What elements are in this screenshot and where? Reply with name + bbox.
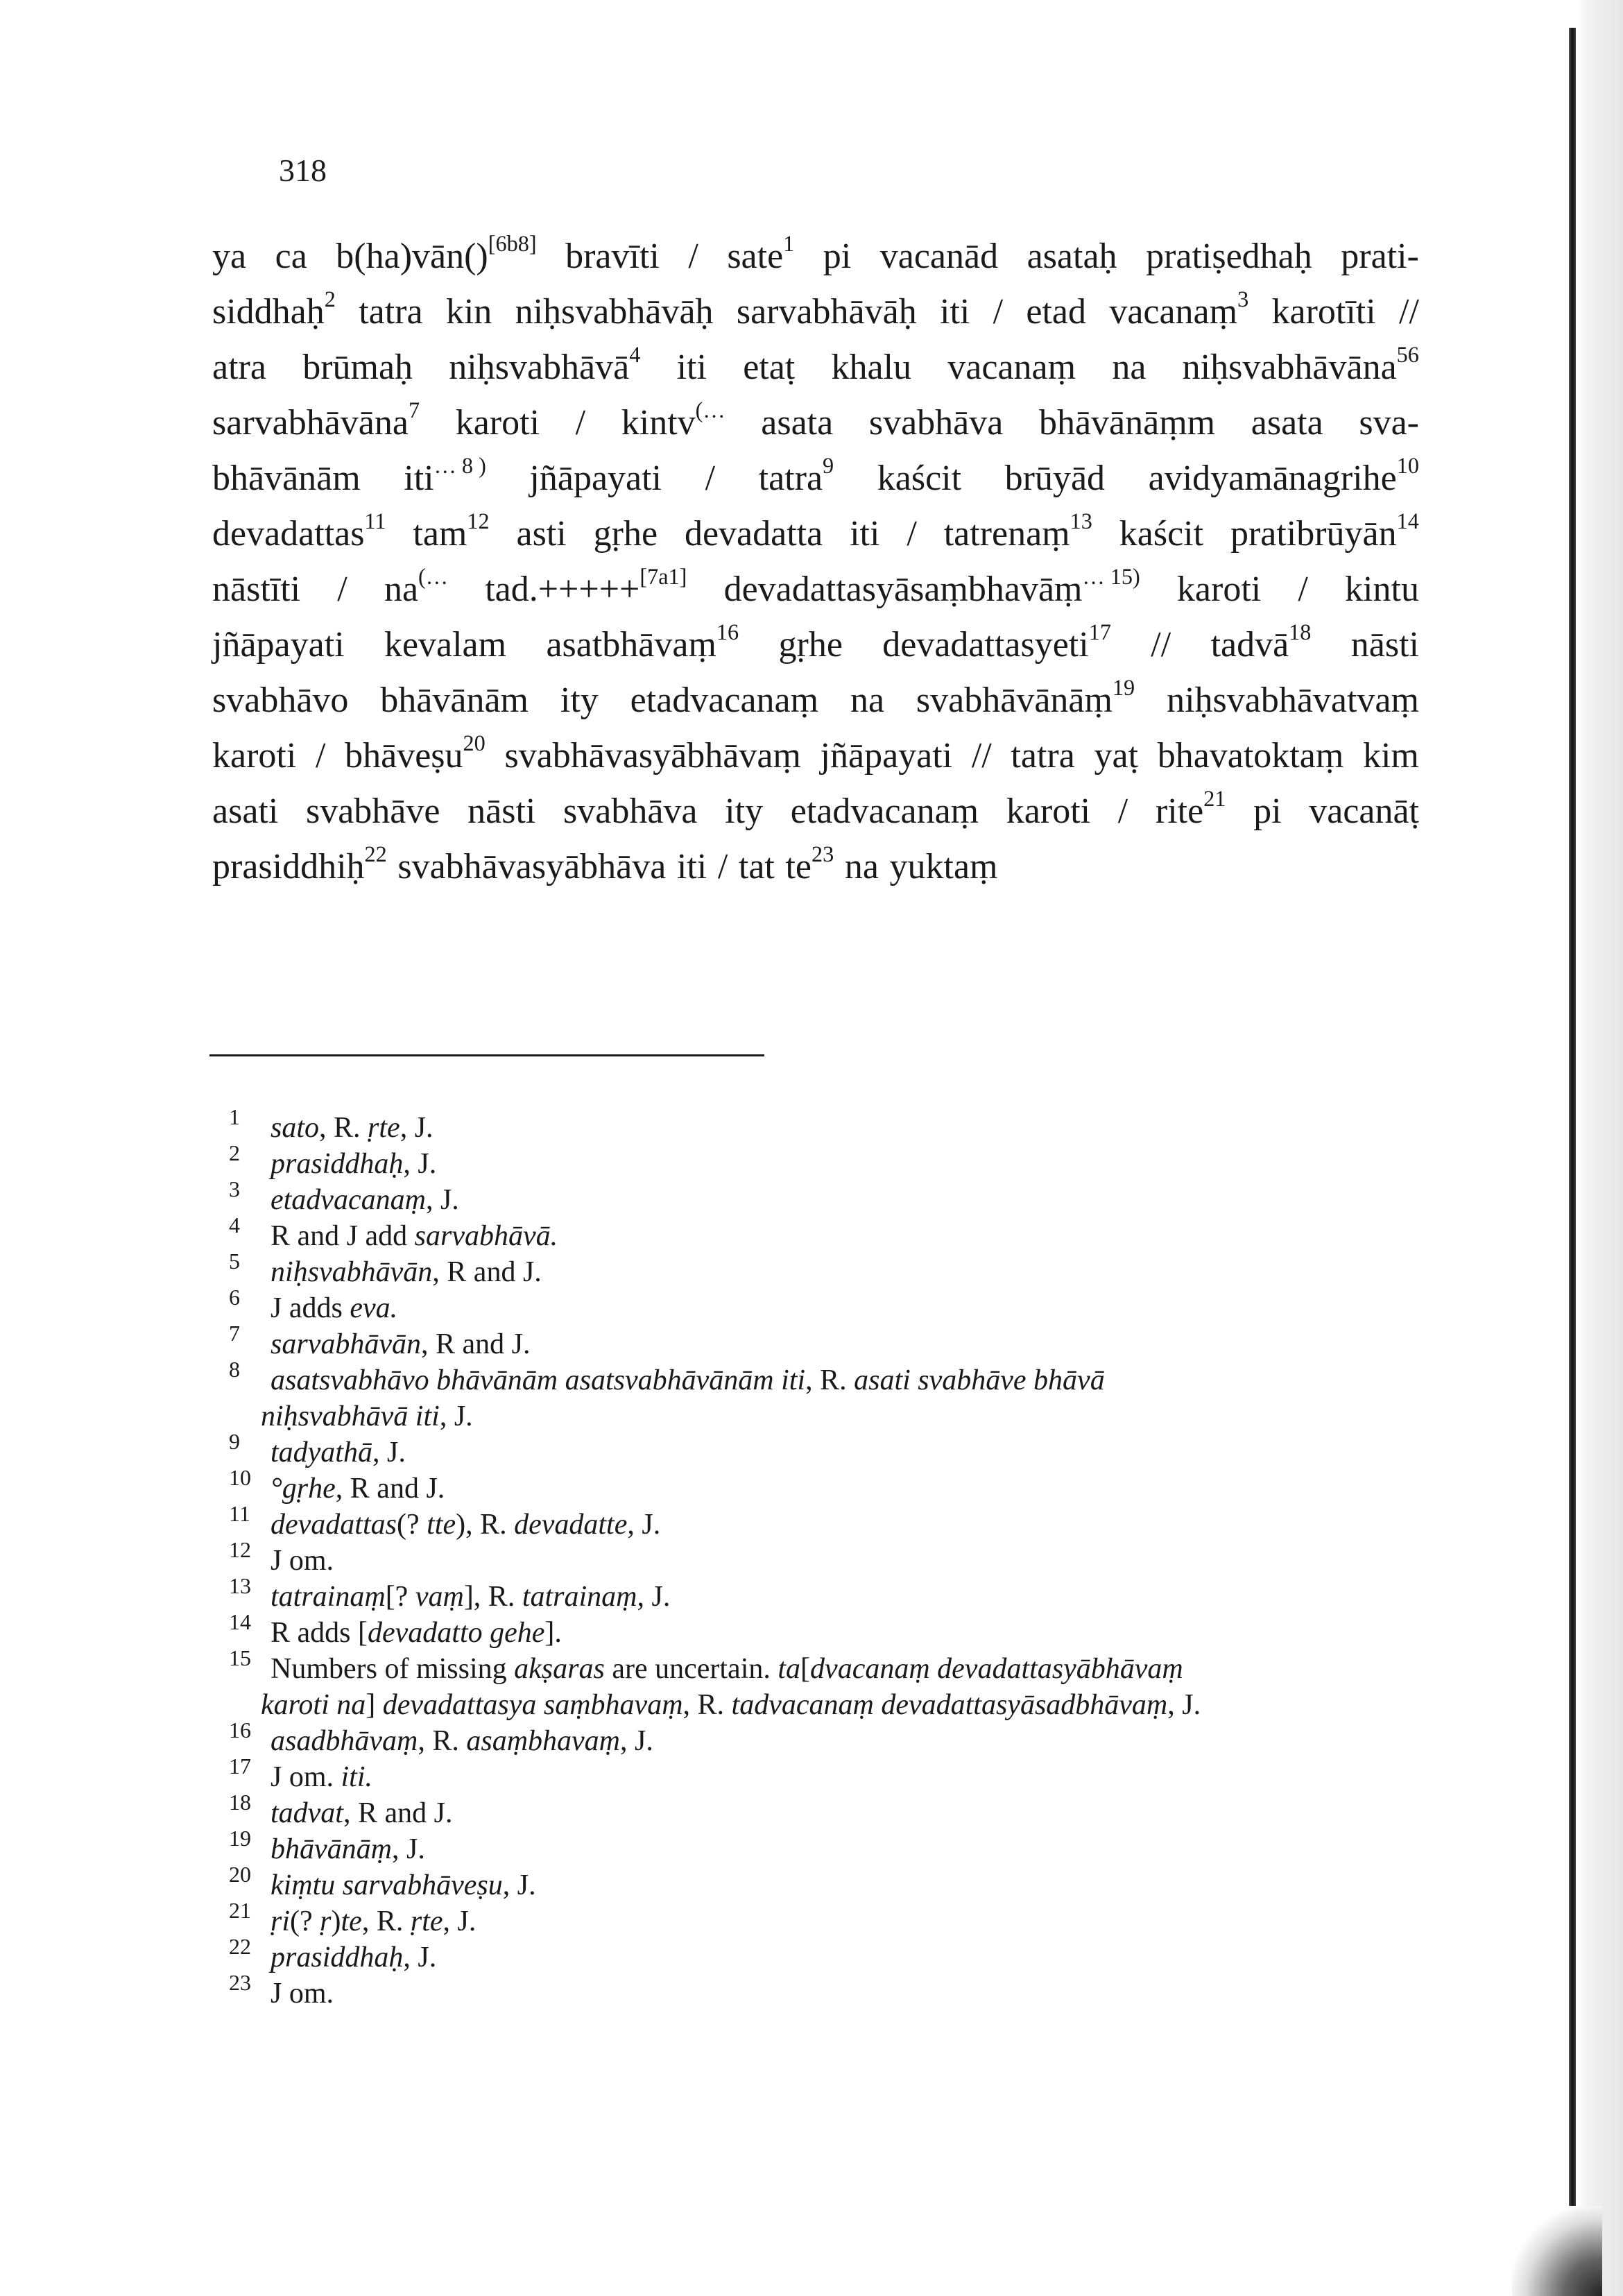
page-number: 318 [279,153,327,188]
word: yaṭ [1094,736,1139,776]
footnote-marker: 7 [408,397,420,422]
word: devadatta [684,514,823,554]
word: bravīti [565,237,660,276]
footnote-text: Numbers of missing akṣaras are uncertain. ta[dvacanaṃ devadattasyābhāvaṃ [270,1653,1183,1685]
word: / [993,292,1004,332]
word: asata [761,403,834,443]
word: svabhāvānāṃ$^{19}$ [916,674,1135,720]
word: pratiṣedhaḥ [1146,237,1312,276]
word: tadvā$^{18}$ [1210,619,1312,665]
word: nāstīti [212,569,301,609]
footnote-text: tatrainaṃ[? vaṃ], R. tatrainaṃ, J. [270,1581,671,1613]
footnote-number: 4 [229,1213,240,1237]
footnote-marker: 18 [1289,619,1312,644]
word: svabhāva [868,403,1004,443]
footnote-text: ṛi(? ṛ)te, R. ṛte, J. [270,1905,476,1937]
footnote-marker: [7a1] [639,563,687,589]
footnote-marker: 14 [1396,508,1419,533]
word: kaścit [877,459,962,498]
footnote-marker: … 15) [1082,563,1140,589]
word: nāsti [467,791,536,831]
word: atra [212,348,266,387]
word: karoti [1006,791,1091,831]
word: niḥsvabhāvāna$^{56}$ [1182,341,1419,387]
binding-edge [1569,28,1576,2268]
footnote-number: 11 [229,1501,250,1526]
word: iti [940,292,970,332]
footnote-text-continued: niḥsvabhāvā iti, J. [261,1400,473,1432]
word: devadattasyāsaṃbhavāṃ$^{\dots 15)}$ [723,563,1140,609]
footnote-number: 3 [229,1176,240,1201]
footnote-text: R and J add sarvabhāvā. [270,1220,558,1252]
word: bhāveṣu$^{20}$ [345,730,486,776]
word: kim [1362,736,1419,776]
footnote-text: devadattas(? tte), R. devadatte, J. [270,1509,661,1541]
footnote-divider [209,1054,764,1056]
word: asati [212,791,279,831]
word: $te^{23}$ [785,841,834,886]
text-line [212,395,1419,451]
footnote-number: 13 [229,1573,251,1598]
footnote-text: sato, R. ṛte, J. [270,1112,433,1144]
footnote-number: 1 [229,1104,240,1129]
footnote-text: J adds eva. [270,1292,398,1324]
footnote-text: asadbhāvaṃ, R. asaṃbhavaṃ, J. [270,1725,653,1757]
footnote-text: °gṛhe, R and J. [270,1473,445,1505]
word: etadvacanaṃ [630,680,819,720]
footnote-marker: … 8 ) [433,452,486,478]
word: brūyād [1004,459,1106,498]
word: prasiddhiḥ$^{22}$ [212,841,387,886]
word: karotīti [1271,292,1376,332]
word: khalu [831,348,912,387]
word: karoti [455,403,540,443]
footnote-number: 18 [229,1790,251,1815]
word: svabhāvo [212,680,349,720]
word: prati- [1341,237,1419,276]
word: niḥsvabhāvatvaṃ [1167,680,1419,720]
footnote-marker: 5 [1396,341,1408,367]
footnote-marker: 11 [364,508,386,533]
word: ity [725,791,764,831]
word: tatra [359,292,423,332]
word: devadattas$^{11}$ [212,508,386,554]
footnote-text: prasiddhaḥ, J. [270,1148,437,1180]
word: ya [212,237,247,276]
text-line [212,229,1419,284]
footnote-number: 2 [229,1140,240,1165]
word: pi [1253,791,1282,831]
text-line [212,506,1419,562]
word: ca [275,237,307,276]
word: kintv(… [621,397,725,443]
word: karoti [212,736,297,776]
word: / [1117,791,1128,831]
footnote-number: 23 [229,1970,251,1995]
footnote-text: bhāvānāṃ, J. [270,1833,425,1865]
word: gṛhe [593,514,658,554]
footnote-number: 21 [229,1898,251,1923]
word: // [971,736,992,776]
word: niḥsvabhāvāḥ [515,292,714,332]
word: kaścit [1119,514,1204,554]
footnote-marker: 13 [1070,508,1092,533]
word: // [1151,625,1171,665]
footnote-text: J om. [270,1545,334,1577]
word: kintu [1345,569,1419,609]
footnote-text: R adds [devadatto gehe]. [270,1617,562,1649]
text-line [212,617,1419,673]
word: na [844,847,879,886]
word: tatra$^9$ [758,452,834,498]
word: sva- [1359,403,1419,443]
text-line [212,562,1419,617]
footnote-text: asatsvabhāvo bhāvānām asatsvabhāvānām iti, R. asati svabhāve bhāvā [270,1364,1105,1396]
word: vacanāṭ [1309,791,1419,831]
word: jñāpayati [820,736,953,776]
footnote-number: 15 [229,1645,251,1670]
word: / [907,514,917,554]
word: iti$^{\dots 8 )}$ [404,452,486,498]
footnote-marker: 19 [1112,674,1135,700]
footnote-text: J om. [270,1978,334,2010]
word: bhāvānām [380,680,529,720]
footnote-number: 8 [229,1357,240,1382]
footnote-text: kiṃtu sarvabhāveṣu, J. [270,1869,536,1901]
word: bhāvānāṃm [1038,403,1216,443]
word: / [1298,569,1308,609]
footnote-marker: 16 [716,619,739,644]
word: vacanaṃ [947,348,1076,387]
word: na(… [384,563,448,609]
footnote-number: 12 [229,1537,251,1562]
footnote-number: 14 [229,1609,251,1634]
word: karoti [1176,569,1262,609]
word: // [1399,292,1419,332]
word: / [717,847,728,886]
text-line [212,340,1419,395]
footnote-marker: 22 [364,841,387,866]
word: asataḥ [1027,237,1117,276]
word: / [688,237,698,276]
word: svabhāvasyābhāvaṃ [504,736,801,776]
footnote-marker: 3 [1237,286,1249,311]
word: pratibrūyān$^{14}$ [1230,508,1419,554]
word: vacanād [879,237,999,276]
footnote-text: J om. iti. [270,1761,373,1793]
footnote-marker: 10 [1396,452,1419,478]
word: vacanaṃ$^3$ [1109,286,1249,332]
word: tat [738,847,775,886]
word: tatra [1011,736,1075,776]
footnote-text: tadyathā, J. [270,1437,406,1468]
word: / [575,403,586,443]
footnote-number: 17 [229,1754,251,1779]
footnote-marker: [6b8] [488,230,537,256]
word: asata [1251,403,1323,443]
footnote-marker: (… [695,397,725,422]
footnote-text-continued: karoti na] devadattasya saṃbhavaṃ, R. tadvacanaṃ devadattasyāsadbhāvaṃ, J. [261,1689,1201,1721]
word: niḥsvabhāvā$^4$ [449,341,641,387]
word: etaṭ [743,348,796,387]
footnote-marker: 20 [463,730,486,755]
word: devadattasyeti$^{17}$ [882,619,1111,665]
footnote-number: 9 [229,1429,240,1454]
footnote-marker: 23 [812,841,834,866]
word: tam$^{12}$ [413,508,490,554]
word: siddhaḥ$^2$ [212,286,336,332]
footnote-marker: 4 [629,341,641,367]
binding-shadow [1512,2206,1602,2296]
text-line [212,784,1419,839]
word: iti [676,348,707,387]
word: gṛhe [778,625,843,665]
footnote-marker: 9 [823,452,834,478]
footnote-text: tadvat, R and J. [270,1797,453,1829]
footnote-text: etadvacanaṃ, J. [270,1184,459,1216]
footnote-marker: (… [418,563,448,589]
word: asti [516,514,567,554]
text-line [212,284,1419,340]
word: kin [445,292,492,332]
word: bhavatoktaṃ [1157,736,1344,776]
word: pi [823,237,852,276]
word: brūmaḥ [302,348,413,387]
text-line [212,728,1419,784]
word: jñāpayati [212,625,345,665]
footnote-number: 7 [229,1321,240,1346]
footnote-number: 6 [229,1285,240,1310]
word: jñāpayati [529,459,662,498]
word: ity [560,680,599,720]
word: / [705,459,716,498]
word: sate$^1$ [727,230,795,276]
footnote-text: sarvabhāvān, R and J. [270,1328,531,1360]
word: bhāvānām [212,459,361,498]
footnote-marker: 1 [783,230,795,256]
word: etadvacanaṃ [790,791,979,831]
text-line [212,839,1419,895]
footnote-number: 19 [229,1826,251,1851]
word: etad [1026,292,1087,332]
word: / [315,736,326,776]
footnote-marker: 2 [324,286,336,311]
footnote-marker: 6 [1407,341,1419,367]
word: tad.+++++[7a1] [485,563,687,609]
footnote-text: prasiddhaḥ, J. [270,1942,437,1973]
footnote-marker: 17 [1088,619,1111,644]
word: asatbhāvaṃ$^{16}$ [546,619,739,665]
word: sarvabhāvāḥ [736,292,917,332]
footnote-text: niḥsvabhāvān, R and J. [270,1256,542,1288]
text-line [212,673,1419,728]
footnote-marker: 21 [1203,785,1226,811]
footnote-number: 22 [229,1934,251,1959]
footnote-number: 16 [229,1717,251,1742]
word: sarvabhāvāna$^7$ [212,397,420,443]
footnote-number: 20 [229,1862,251,1887]
footnote-number: 5 [229,1249,240,1274]
word: / [337,569,347,609]
word: iti [850,514,880,554]
word: iti [676,847,707,886]
word: b(ha)vān()[6b8] [336,230,537,276]
word: svabhāve [305,791,440,831]
word: na [850,680,885,720]
word: svabhāva [563,791,698,831]
word: yuktaṃ [889,847,998,886]
word: tatrenaṃ$^{13}$ [943,508,1092,554]
word: avidyamānagrihe$^{10}$ [1148,452,1419,498]
word: kevalam [384,625,507,665]
word: svabhāvasyābhāva [397,847,667,886]
text-line [212,451,1419,506]
word: rite$^{21}$ [1155,785,1226,831]
footnote-number: 10 [229,1465,251,1490]
footnote-marker: 12 [467,508,490,533]
word: nāsti [1350,625,1419,665]
word: na [1112,348,1147,387]
